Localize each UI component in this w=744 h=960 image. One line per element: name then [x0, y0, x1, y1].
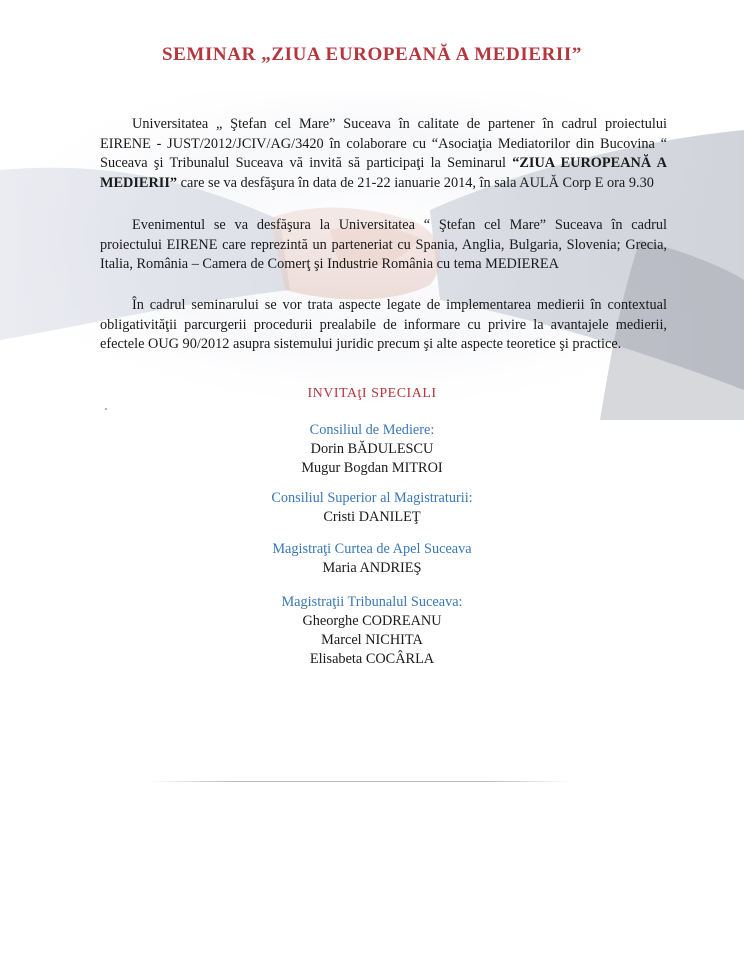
guest-name: Cristi DANILEŢ [323, 509, 421, 525]
scan-speck [105, 408, 107, 410]
guest-name: Marcel NICHITA [321, 632, 423, 648]
guest-name: Elisabeta COCÂRLA [309, 651, 435, 667]
paragraph-invitation-date: care se va desfăşura în data de 21-22 ianuarie 2014, în sala AULĂ Corp E ora 9.30 [177, 174, 654, 191]
special-guests-heading: INVITAţI SPECIALI [307, 386, 437, 401]
paragraph-event [100, 216, 667, 275]
guest-group-title: Magistraţi Curtea de Apel Suceava [272, 541, 472, 557]
paragraph-invitation-text: Universitatea „ Ştefan cel Mare” Suceava în calitate de partener în cadrul proiectului EIRENE - JUST/2012/JCIV/AG/3420 în colaborare cu “Asociaţia Mediatorilor din Bucovina “ Suceava şi Tribunalul Suceava vă invită să participaţi la Seminarul [100, 116, 667, 172]
paragraph-topics-text: În cadrul seminarului se vor trata aspecte legate de implementarea medierii în contextual obligativităţii parcurgerii procedurii prealabile de informare cu privire la avantajele medierii, efectele OUG 90/2012 asupra sistemului juridic precum şi alte aspecte teoretice şi practice. [100, 297, 667, 353]
guest-group-superior-council [0, 489, 744, 527]
guest-group-title: Magistraţii Tribunalul Suceava: [281, 594, 463, 610]
guest-group-court-of-appeal [0, 540, 744, 578]
document-title: SEMINAR „ZIUA EUROPEANĂ A MEDIERII” [161, 44, 583, 65]
guest-group-title: Consiliul de Mediere: [309, 422, 435, 438]
guest-name: Dorin BĂDULESCU [310, 441, 434, 457]
seminar-name-bold: “ZIUA EUROPEANĂ A MEDIERII” [100, 155, 667, 191]
paragraph-topics [100, 296, 667, 355]
paragraph-invitation [100, 115, 667, 193]
paragraph-event-text: Evenimentul se va desfăşura la Universitatea “ Ştefan cel Mare” Suceava în cadrul proiectului EIRENE care reprezintă un parteneriat cu Spania, Anglia, Bulgaria, Slovenia; Grecia, Italia, România – Camera de Comerţ şi Industrie România cu tema MEDIEREA [100, 217, 667, 273]
guest-name: Maria ANDRIEŞ [322, 560, 422, 576]
guest-group-tribunal [0, 593, 744, 669]
guest-group-title: Consiliul Superior al Magistraturii: [271, 490, 473, 506]
footer-divider [150, 781, 570, 782]
guest-name: Gheorghe CODREANU [302, 613, 442, 629]
guest-name: Mugur Bogdan MITROI [301, 460, 443, 476]
guest-group-mediation-council [0, 421, 744, 478]
